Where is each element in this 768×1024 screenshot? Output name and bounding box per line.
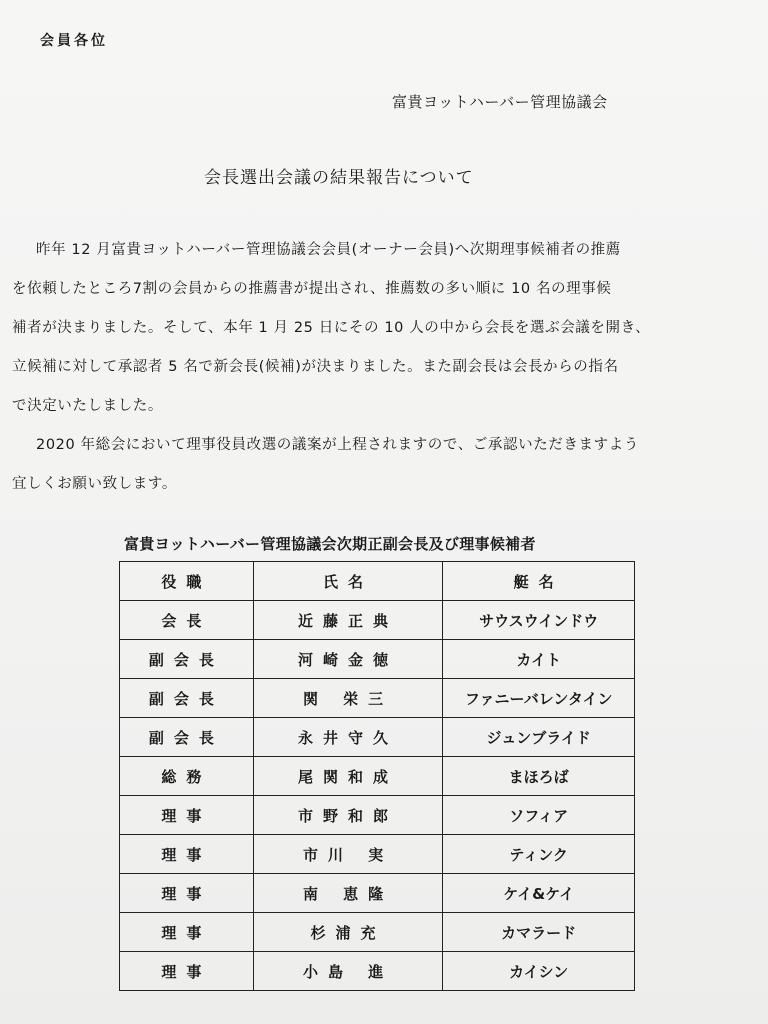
cell-boat: ソフィア [443,796,635,835]
cell-role: 理事 [120,952,254,991]
cell-role: 理事 [120,913,254,952]
cell-role: 副会長 [120,640,254,679]
body-line: で決定いたしました。 [12,398,163,414]
cell-name: 河崎金徳 [253,640,443,679]
cell-name: 市野和郎 [253,796,443,835]
table-row [120,757,635,796]
body-line: 昨年 12 月富貴ヨットハーバー管理協議会会員(オーナー会員)へ次期理事候補者の推薦 [36,242,621,258]
table-body [120,601,635,991]
table-row [120,796,635,835]
table-row [120,913,635,952]
header-role: 役職 [120,562,254,601]
table-row [120,952,635,991]
header-name: 氏名 [253,562,443,601]
cell-boat: ケイ&ケイ [443,874,635,913]
body-line: 2020 年総会において理事役員改選の議案が上程されますので、ご承認いただきますよう [36,437,639,453]
cell-boat: カイシン [443,952,635,991]
cell-boat: ジュンブライド [443,718,635,757]
cell-boat: ティンク [443,835,635,874]
sender-organization: 富貴ヨットハーバー管理協議会 [392,93,608,111]
table-row [120,835,635,874]
cell-role: 理事 [120,835,254,874]
candidate-table [119,561,635,991]
addressee: 会員各位 [40,33,108,49]
cell-role: 理事 [120,796,254,835]
table-row [120,874,635,913]
cell-boat: サウスウインドウ [443,601,635,640]
cell-role: 副会長 [120,718,254,757]
table-row [120,640,635,679]
body-text [12,231,748,504]
cell-name: 小島 進 [253,952,443,991]
cell-role: 副会長 [120,679,254,718]
table-row [120,601,635,640]
cell-name: 市川 実 [253,835,443,874]
document-subject: 会長選出会議の結果報告について [204,168,474,188]
body-line: 宜しくお願い致します。 [12,476,177,492]
cell-name: 永井守久 [253,718,443,757]
table-title: 富貴ヨットハーバー管理協議会次期正副会長及び理事候補者 [124,535,536,553]
cell-name: 尾関和成 [253,757,443,796]
cell-name: 近藤正典 [253,601,443,640]
cell-role: 理事 [120,874,254,913]
cell-boat: カイト [443,640,635,679]
body-line: 補者が決まりました。そして、本年 1 月 25 日にその 10 人の中から会長を選ぶ会議を開き、 [12,320,651,336]
cell-boat: まほろば [443,757,635,796]
table-row [120,679,635,718]
cell-role: 総務 [120,757,254,796]
table-row [120,718,635,757]
cell-name: 南 恵隆 [253,874,443,913]
cell-name: 関 栄三 [253,679,443,718]
cell-role: 会長 [120,601,254,640]
body-line: 立候補に対して承認者 5 名で新会長(候補)が決まりました。また副会長は会長からの指名 [12,359,619,375]
cell-name: 杉浦充 [253,913,443,952]
body-line: を依頼したところ7割の会員からの推薦書が提出され、推薦数の多い順に 10 名の理事候 [12,281,612,297]
cell-boat: ファニーバレンタイン [443,679,635,718]
header-boat: 艇名 [443,562,635,601]
table-header-row [120,562,635,601]
cell-boat: カマラード [443,913,635,952]
